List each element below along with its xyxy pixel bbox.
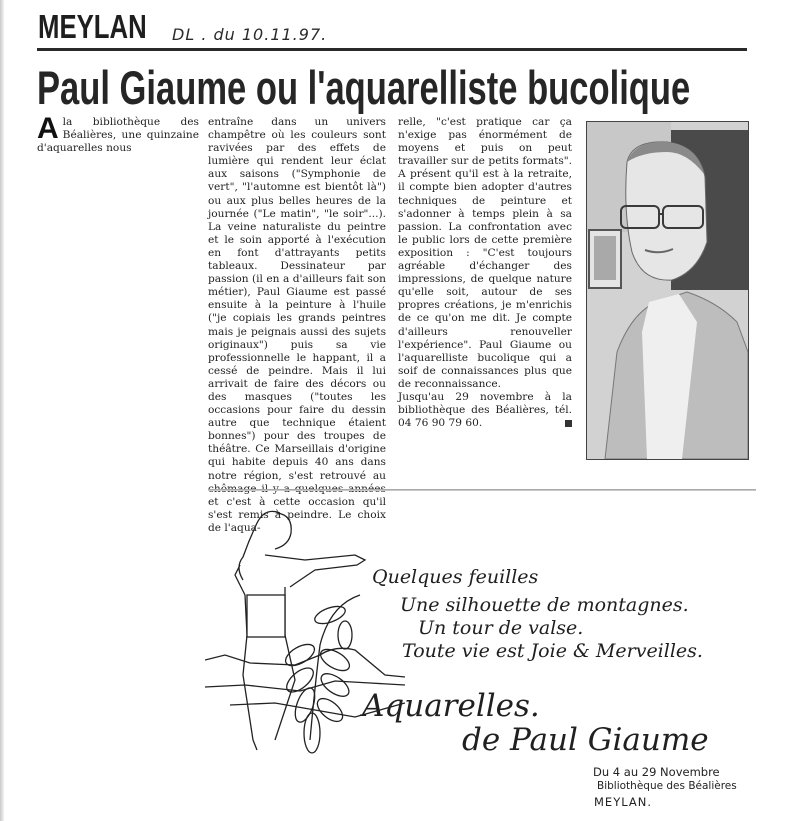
drop-cap: A bbox=[37, 112, 59, 145]
exhibition-venue: Bibliothèque des Béalières bbox=[597, 780, 737, 792]
article-column-2 bbox=[208, 116, 386, 535]
leaf bbox=[313, 603, 348, 627]
poem-line-4: Toute vie est Joie & Merveilles. bbox=[402, 640, 703, 662]
invitation-title-line-2: de Paul Giaume bbox=[462, 722, 709, 758]
portrait-photo bbox=[586, 121, 749, 460]
handwritten-date-note: DL . du 10.11.97. bbox=[172, 25, 328, 44]
header-rule bbox=[37, 48, 747, 51]
poem-line-2: Une silhouette de montagnes. bbox=[400, 594, 689, 616]
portrait-illustration bbox=[587, 122, 748, 459]
column-2-text: entraîne dans un univers champêtre où les couleurs sont ravivées par des effets de lumière qui rendent leur éclat aux saisons ("Symphonie de vert", "l'automne est bientôt là") ou aux plus belles heures de la journée ("Le matin", "le soir"...). La veine naturaliste du peintre et le soin apporté à l'exécution en font d'attrayants petits tableaux. Dessinateur par passion (il en a d'ailleurs fait son métier), Paul Giaume est passé ensuite à la peinture à l'huile ("je copiais les grands peintres mais je peignais aussi des sujets originaux") puis sa vie professionnelle le happant, il a cessé de peindre. Mais il lui arrivait de faire des décors ou des masques ("toutes les occasions pour faire du dessin autre que technique étaient bonnes") pour des troupes de théâtre. Ce Marseillais d'origine qui habite depuis 40 ans dans notre région, s'est retrouvé au et c'est à cette occasion qu'il s'est remis à peindre. Le choix de l'aqua- bbox=[208, 116, 386, 534]
leaf bbox=[338, 621, 352, 649]
article-column-1 bbox=[37, 112, 199, 155]
poem-line-3: Un tour de valse. bbox=[418, 617, 584, 639]
mountain-line-1 bbox=[205, 648, 405, 677]
section-divider bbox=[208, 489, 756, 491]
exhibition-town: MEYLAN. bbox=[594, 795, 653, 809]
exhibition-info bbox=[398, 391, 572, 430]
exhibition-info-text: Jusqu'au 29 novembre à la bibliothèque des Béalières, tél. 04 76 90 79 60. bbox=[398, 390, 572, 430]
column-1-text: la bibliothèque des Béalières, une quinzaine d'aquarelles nous bbox=[37, 116, 199, 155]
dotted-top bbox=[247, 595, 285, 637]
column-3-text: relle, "c'est pratique car ça n'exige pas énormément de moyens et puis on peut travailler sur de petits formats". A présent qu'il est à la retraite, il compte bien adopter d'autres techniques de peinture et s'adonner à temps plein à sa passion. La confrontation avec le public lors de cette première exposition : "C'est toujours agréable d'échanger des impressions, de quelque nature qu'elle soit, autour de ses propres créations, je m'enrichis de ce qu'on me dit. Je compte d'ailleurs renouveller l'expérience". Paul Giaume ou l'aquarelliste bucolique qui a soif de connaissances plus que de reconnaissance. bbox=[398, 116, 572, 390]
exhibition-dates: Du 4 au 29 Novembre bbox=[593, 765, 720, 779]
section-label: MEYLAN bbox=[38, 8, 147, 45]
scan-edge bbox=[0, 0, 4, 821]
hair bbox=[239, 511, 280, 580]
invitation-title-line-1: Aquarelles. bbox=[362, 688, 540, 724]
article-column-3 bbox=[398, 116, 572, 430]
poem-line-1: Quelques feuilles bbox=[372, 566, 539, 588]
end-of-article-mark bbox=[565, 420, 572, 427]
article-headline: Paul Giaume ou l'aquarelliste bucolique bbox=[37, 61, 691, 114]
